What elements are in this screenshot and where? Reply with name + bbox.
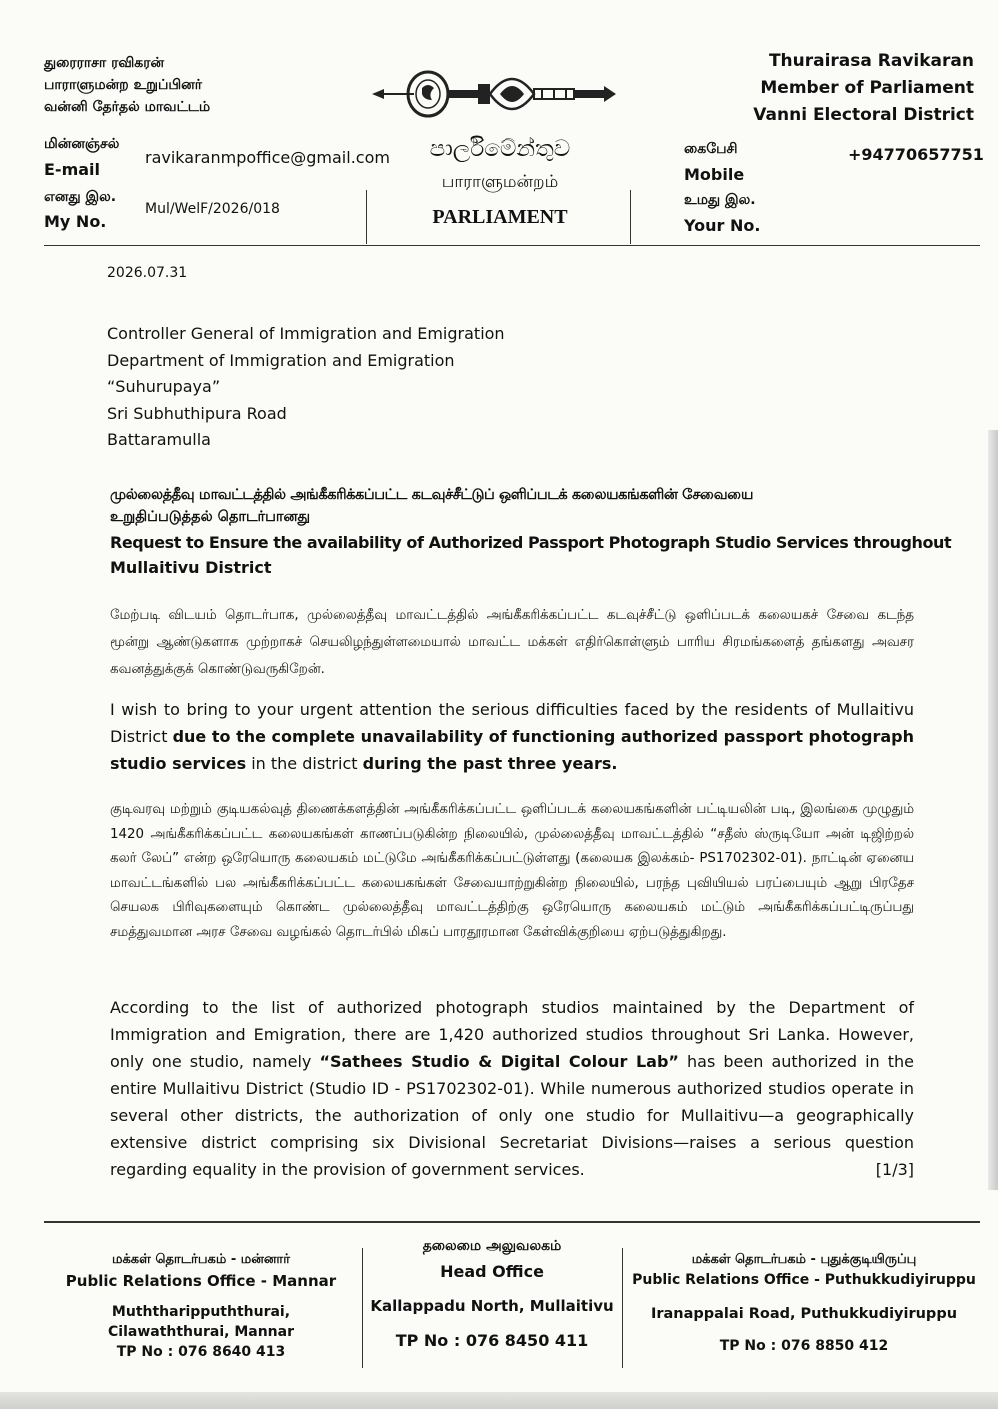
p1-bold-b: due to the complete unavailability of functioning authorized passport photograph studio services <box>110 727 915 773</box>
subject-english-line1: Request to Ensure the availability of Authorized Passport Photograph Studio Services throughout <box>110 533 952 552</box>
english-name-block <box>650 48 974 129</box>
head-office-phone: TP No : 076 8450 411 <box>395 1331 589 1350</box>
recipient-line: Department of Immigration and Emigration <box>107 350 455 370</box>
subject-tamil-line2: உறுதிப்படுத்தல் தொடர்பானது <box>110 509 311 525</box>
p1-text-a: I wish to bring to your urgent attention the serious difficulties faced by the residents of Mullaitivu District <box>110 700 914 746</box>
p2-bold-b: “Sathees Studio & Digital Colour Lab” <box>319 1052 679 1071</box>
email-label-en: E-mail <box>44 160 101 179</box>
paragraph-2-tamil: குடிவரவு மற்றும் குடியகல்வுத் திணைக்களத்தின் அங்கீகரிக்கப்பட்ட ஒளிப்படக் கலையகங்களின் பட்டியலின் படி, இலங்கை முழுதும் 1420 அங்கீகரிக்கப்பட்ட கலையகங்கள் காணப்படுகின்ற நிலையில், முல்லைத்தீவு மாவட்டத்தில் “சதீஸ் ஸ்ருடியோ அன் டிஜிற்றல் கலர் லேப்” என்ற ஒரேயொரு கலையகம் மட்டுமே அங்கீகரிக்கப்பட்டுள்ளது (கலையக இலக்கம்- PS1702302-01). நாட்டின் ஏனைய மாவட்டங்களில் பல அங்கீகரிக்கப்பட்ட கலையகங்கள் சேவையாற்றுகின்ற நிலையில், பரந்த புவியியல் பரப்பையும் ஆறு பிரதேச செயலக பிரிவுகளையும் கொண்ட முல்லைத்தீவு மாவட்டத்திற்கு ஒரேயொரு கலையகம் மட்டும் அங்கீகரிக்கப்பட்டிருப்பது சமத்துவமான அரச சேவை வழங்கல் தொடர்பில் மிகப் பாரதூரமான கேள்விக்குறியை ஏற்படுத்துகிறது. <box>110 802 914 940</box>
head-office-title-ta: தலைமை அலுவலகம் <box>422 1238 562 1254</box>
my-no-value: Mul/WelF/2026/018 <box>145 201 280 217</box>
mannar-title-ta: மக்கள் தொடர்பகம் - மன்னார் <box>111 1252 291 1267</box>
paragraph-1-english <box>110 696 914 777</box>
parliament-sinhala: පාර්ලිමේන්තුව <box>429 136 571 162</box>
puthu-title-ta: மக்கள் தொடர்பகம் - புதுக்குடியிருப்பு <box>691 1252 917 1267</box>
mobile-number: +94770657751 <box>848 145 984 164</box>
my-no-label-ta: எனது இல. <box>44 189 117 205</box>
header-rule <box>44 245 980 246</box>
tamil-district: வன்னி தேர்தல் மாவட்டம் <box>44 99 211 115</box>
page-edge-shadow <box>988 430 998 1190</box>
head-office-address: Kallappadu North, Mullaitivu <box>370 1297 614 1315</box>
email-address: ravikaranmpoffice@gmail.com <box>145 148 390 167</box>
subject-tamil-line1: முல்லைத்தீவு மாவட்டத்தில் அங்கீகரிக்கப்பட்ட கடவுச்சீட்டுப் ஒளிப்படக் கலையகங்களின் சேவையை <box>110 487 754 503</box>
puthu-title-en: Public Relations Office - Puthukkudiyiruppu <box>632 1272 976 1288</box>
mannar-address-1: Muththarippuththurai, <box>111 1304 291 1320</box>
email-label-ta: மின்னஞ்சல் <box>44 136 120 152</box>
mannar-address-2: Cilawaththurai, Mannar <box>108 1324 294 1340</box>
header-divider-right <box>630 190 631 244</box>
mannar-phone: TP No : 076 8640 413 <box>116 1344 286 1360</box>
footer-divider-right <box>622 1248 623 1368</box>
english-district: Vanni Electoral District <box>753 105 974 125</box>
recipient-line: Battaramulla <box>107 430 211 449</box>
mobile-label-ta: கைபேசி <box>684 141 738 157</box>
letter-date: 2026.07.31 <box>107 265 188 281</box>
my-no-label-en: My No. <box>44 212 107 231</box>
p2-text-a: According to the list of authorized photograph studios maintained by the Department of Immigration and Emigration, there are 1,420 authorized studios throughout Sri Lanka. However, only one studio, namely <box>110 998 914 1071</box>
footer-puthukkudiyiruppu-office <box>626 1252 982 1354</box>
recipient-line: Controller General of Immigration and Emigration <box>107 324 505 343</box>
tamil-name: துரைராசா ரவிகரன் <box>44 55 165 71</box>
head-office-title-en: Head Office <box>440 1262 544 1281</box>
recipient-line: “Suhurupaya” <box>107 377 221 396</box>
page-number: [1/3] <box>875 1160 914 1179</box>
p1-text-c: in the district <box>246 754 363 773</box>
puthu-address: Iranappalai Road, Puthukkudiyiruppu <box>650 1306 958 1322</box>
subject-block <box>110 484 952 580</box>
footer-head-office <box>365 1238 619 1350</box>
p2-text-c: has been authorized in the entire Mullaitivu District (Studio ID - PS1702302-01). While numerous authorized studios operate in several other districts, the authorization of only one studio for Mullaitivu—a geographically extensive district comprising six Divisional Secretariat Divisions—raises a serious question regarding equality in the provision of government services. <box>110 1052 915 1179</box>
footer-divider-left <box>362 1248 363 1368</box>
parliament-mace-icon <box>370 60 620 126</box>
subject-english-line2: Mullaitivu District <box>110 558 272 577</box>
mobile-label-en: Mobile <box>684 165 745 184</box>
mannar-title-en: Public Relations Office - Mannar <box>65 1272 337 1290</box>
tamil-name-block <box>44 52 344 118</box>
recipient-address <box>107 321 607 454</box>
paragraph-1-tamil: மேற்படி விடயம் தொடர்பாக, முல்லைத்தீவு மாவட்டத்தில் அங்கீகரிக்கப்பட்ட கடவுச்சீட்டு ஒளிப்படக் கலையகச் சேவை கடந்த மூன்று ஆண்டுகளாக முற்றாகச் செயலிழந்துள்ளமையால் மாவட்ட மக்கள் எதிர்கொள்ளும் பாரிய சிரமங்களைத் தங்களது அவசர கவனத்துக்குக் கொண்டுவருகிறேன். <box>110 608 914 677</box>
your-no-label-en: Your No. <box>684 216 761 235</box>
puthu-phone: TP No : 076 8850 412 <box>719 1338 889 1354</box>
parliament-tamil: பாராளுமன்றம் <box>441 172 559 192</box>
bottom-page-edge <box>0 1392 998 1409</box>
english-title: Member of Parliament <box>760 78 974 98</box>
paragraph-2-english <box>110 994 914 1183</box>
footer-rule <box>44 1221 980 1223</box>
parliament-english: PARLIAMENT <box>432 206 568 228</box>
footer-mannar-office <box>60 1252 342 1360</box>
header-divider-left <box>366 190 367 244</box>
your-no-label-ta: உமது இல. <box>684 192 756 208</box>
p1-bold-d: during the past three years. <box>362 754 618 773</box>
recipient-line: Sri Subhuthipura Road <box>107 403 287 423</box>
tamil-title: பாராளுமன்ற உறுப்பினர் <box>44 77 203 93</box>
english-name: Thurairasa Ravikaran <box>768 51 974 71</box>
